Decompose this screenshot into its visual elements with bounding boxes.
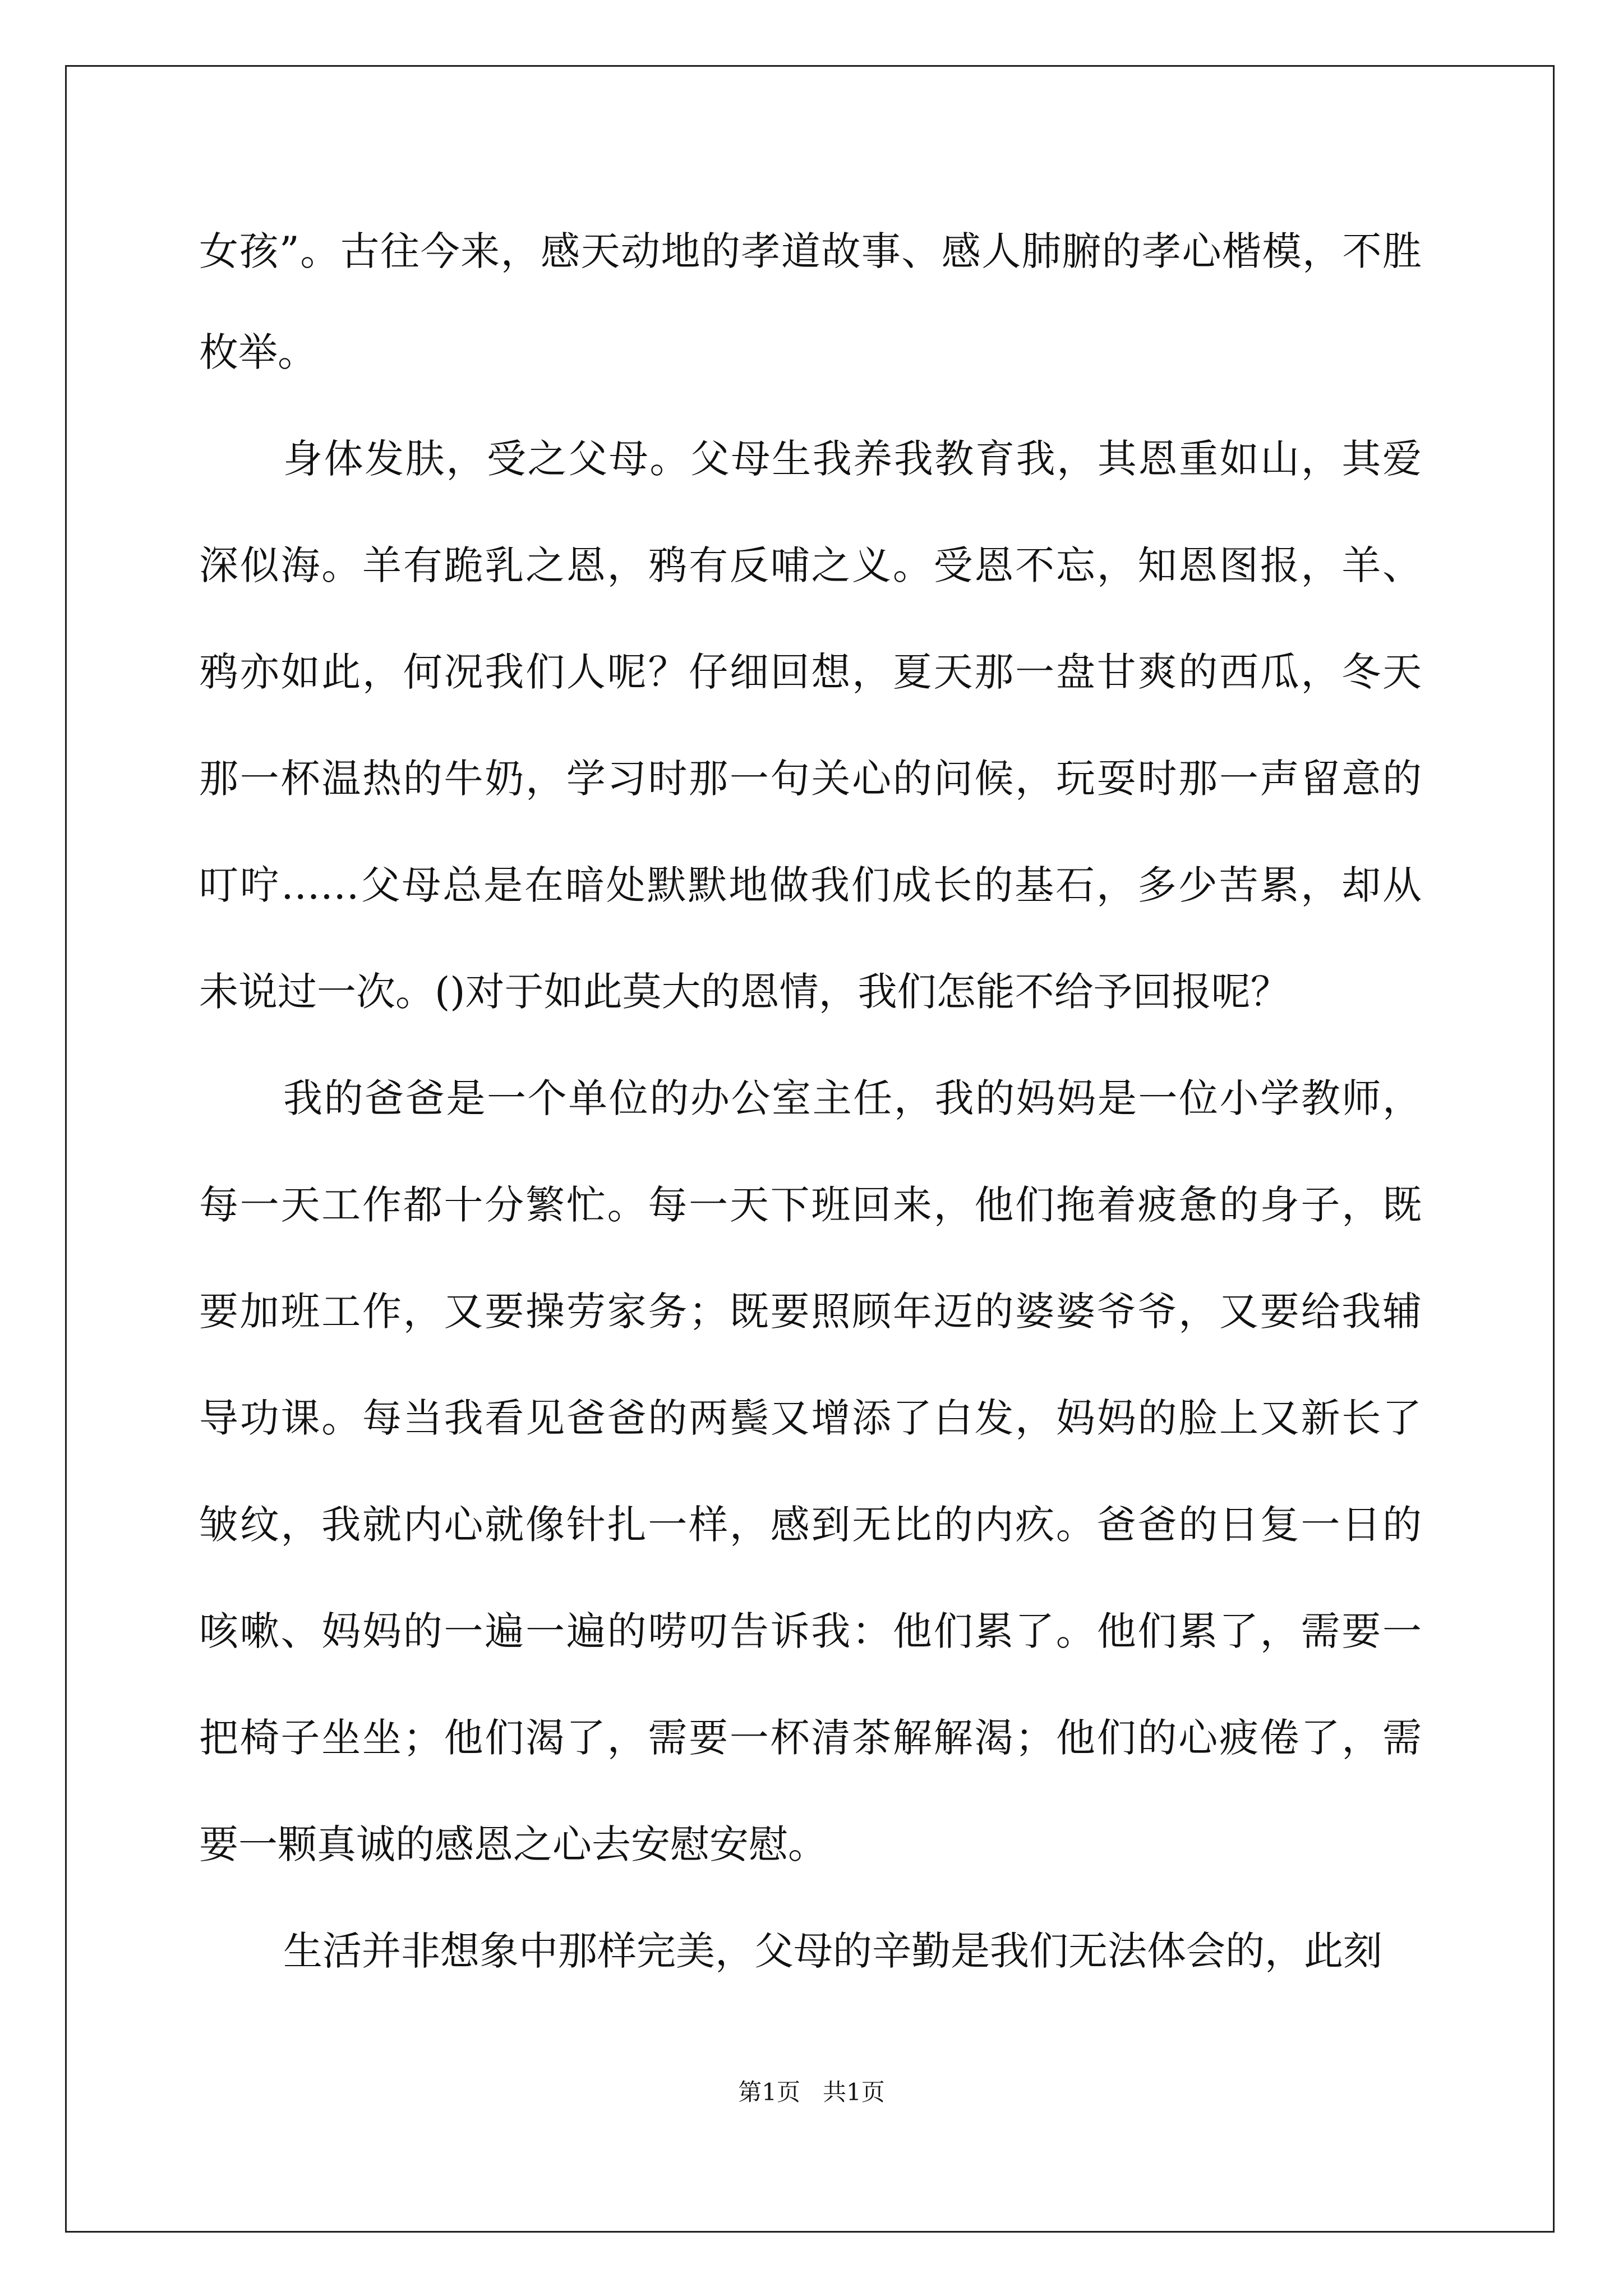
page-border [65, 65, 1555, 2233]
paragraph-start-line: 生活并非想象中那样完美，父母的辛勤是我们无法体会的，此刻 [283, 1928, 1382, 1974]
page-total: 共1页 [823, 2078, 885, 2106]
text-line: 每一天工作都十分繁忙。每一天下班回来，他们拖着疲惫的身子，既 [199, 1182, 1422, 1228]
paragraph-start-line: 我的爸爸是一个单位的办公室主任，我的妈妈是一位小学教师， [283, 1075, 1422, 1121]
text-line: 要一颗真诚的感恩之心去安慰安慰。 [199, 1821, 827, 1867]
text-line: 鸦亦如此，何况我们人呢？仔细回想，夏天那一盘甘爽的西瓜，冬天 [199, 649, 1422, 695]
page-footer [0, 2076, 1623, 2109]
text-line: 女孩”。古往今来，感天动地的孝道故事、感人肺腑的孝心楷模，不胜 [199, 228, 1422, 274]
page-number: 第1页 [738, 2078, 800, 2106]
text-line: 把椅子坐坐；他们渴了，需要一杯清茶解解渴；他们的心疲倦了，需 [199, 1715, 1422, 1761]
paragraph-start-line: 身体发肤，受之父母。父母生我养我教育我，其恩重如山，其爱 [283, 436, 1422, 482]
text-line: 深似海。羊有跪乳之恩，鸦有反哺之义。受恩不忘，知恩图报，羊、 [199, 542, 1422, 588]
text-line: 那一杯温热的牛奶，学习时那一句关心的问候，玩耍时那一声留意的 [199, 756, 1422, 802]
text-line: 咳嗽、妈妈的一遍一遍的唠叨告诉我：他们累了。他们累了，需要一 [199, 1608, 1422, 1654]
text-line: 要加班工作，又要操劳家务；既要照顾年迈的婆婆爷爷，又要给我辅 [199, 1289, 1422, 1335]
text-line: 叮咛……父母总是在暗处默默地做我们成长的基石，多少苦累，却从 [199, 862, 1422, 908]
text-line: 未说过一次。()对于如此莫大的恩情，我们怎能不给予回报呢？ [199, 969, 1290, 1015]
text-line: 导功课。每当我看见爸爸的两鬓又增添了白发，妈妈的脸上又新长了 [199, 1395, 1422, 1441]
text-line: 枚举。 [199, 329, 317, 375]
text-line: 皱纹，我就内心就像针扎一样，感到无比的内疚。爸爸的日复一日的 [199, 1502, 1422, 1548]
